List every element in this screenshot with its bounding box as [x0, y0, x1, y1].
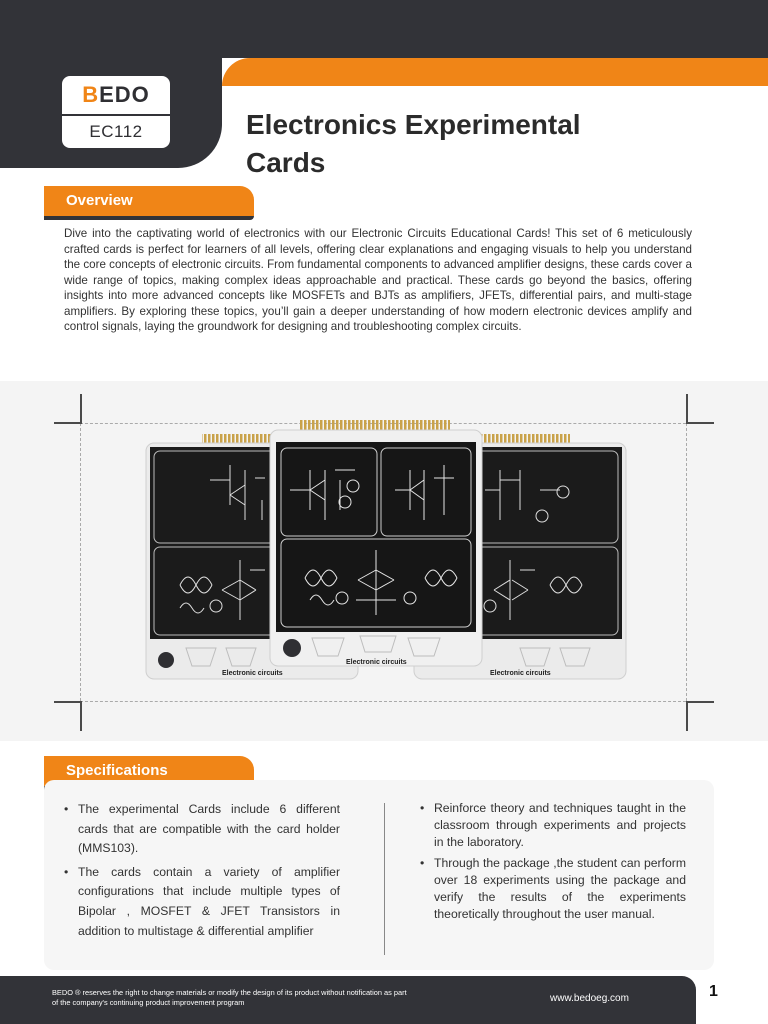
spec-item: • Reinforce theory and techniques taught in the classroom through experiments and projects in the laboratory. — [420, 800, 686, 852]
spec-item: • The cards contain a variety of amplifier configurations that include multiple types of Bipolar , MOSFET & JFET Transistors in addition to multistage & differential amplifier — [64, 863, 340, 941]
overview-heading: Overview — [66, 192, 133, 209]
page-title: Electronics Experimental Cards — [246, 109, 581, 178]
footer-url-link[interactable]: www.bedoeg.com — [550, 993, 629, 1004]
brand-logo: BEDO — [82, 82, 150, 107]
specifications-heading: Specifications — [66, 762, 168, 779]
spec-item: • Through the package ,the student can perform over 18 experiments using the package and verify the results of the experiments theoretically throughout the user manual. — [420, 855, 686, 924]
overview-text: Dive into the captivating world of electronics with our Electronic Circuits Educational Cards! This set of 6 meticulously crafted cards is perfect for learners of all levels, offering clear explanations and engaging visuals to help you understand the core concepts of electronic circuits. From fundamental components to advanced amplifier designs, these cards cover a wide range of topics, making complex ideas approachable and practical. These cards go beyond the basics, offering insights into more advanced concepts like MOSFETs and BJTs as amplifiers, JFETs, differential pairs, and multi-stage amplifiers. By exploring these topics, you’ll gain a deeper understanding of how modern electronic devices amplify and control signals, laying the groundwork for designing and troubleshooting complex circuits. — [64, 227, 692, 333]
card-front-label: Electronic circuits — [346, 659, 407, 666]
specs-left-column — [64, 800, 340, 945]
spec-item: • The experimental Cards include 6 different cards that are compatible with the card holder (MMS103). — [64, 800, 340, 859]
specs-right-column — [420, 800, 686, 926]
card-left-label: Electronic circuits — [222, 670, 283, 677]
card-right-label: Electronic circuits — [490, 670, 551, 677]
footer-note: BEDO ® reserves the right to change materials or modify the design of its product without notification as part of the company's continuing product improvement program — [52, 988, 407, 1007]
page-number: 1 — [709, 983, 718, 1000]
card-front — [270, 420, 482, 666]
product-code: EC112 — [89, 122, 143, 141]
column-divider — [384, 803, 385, 955]
